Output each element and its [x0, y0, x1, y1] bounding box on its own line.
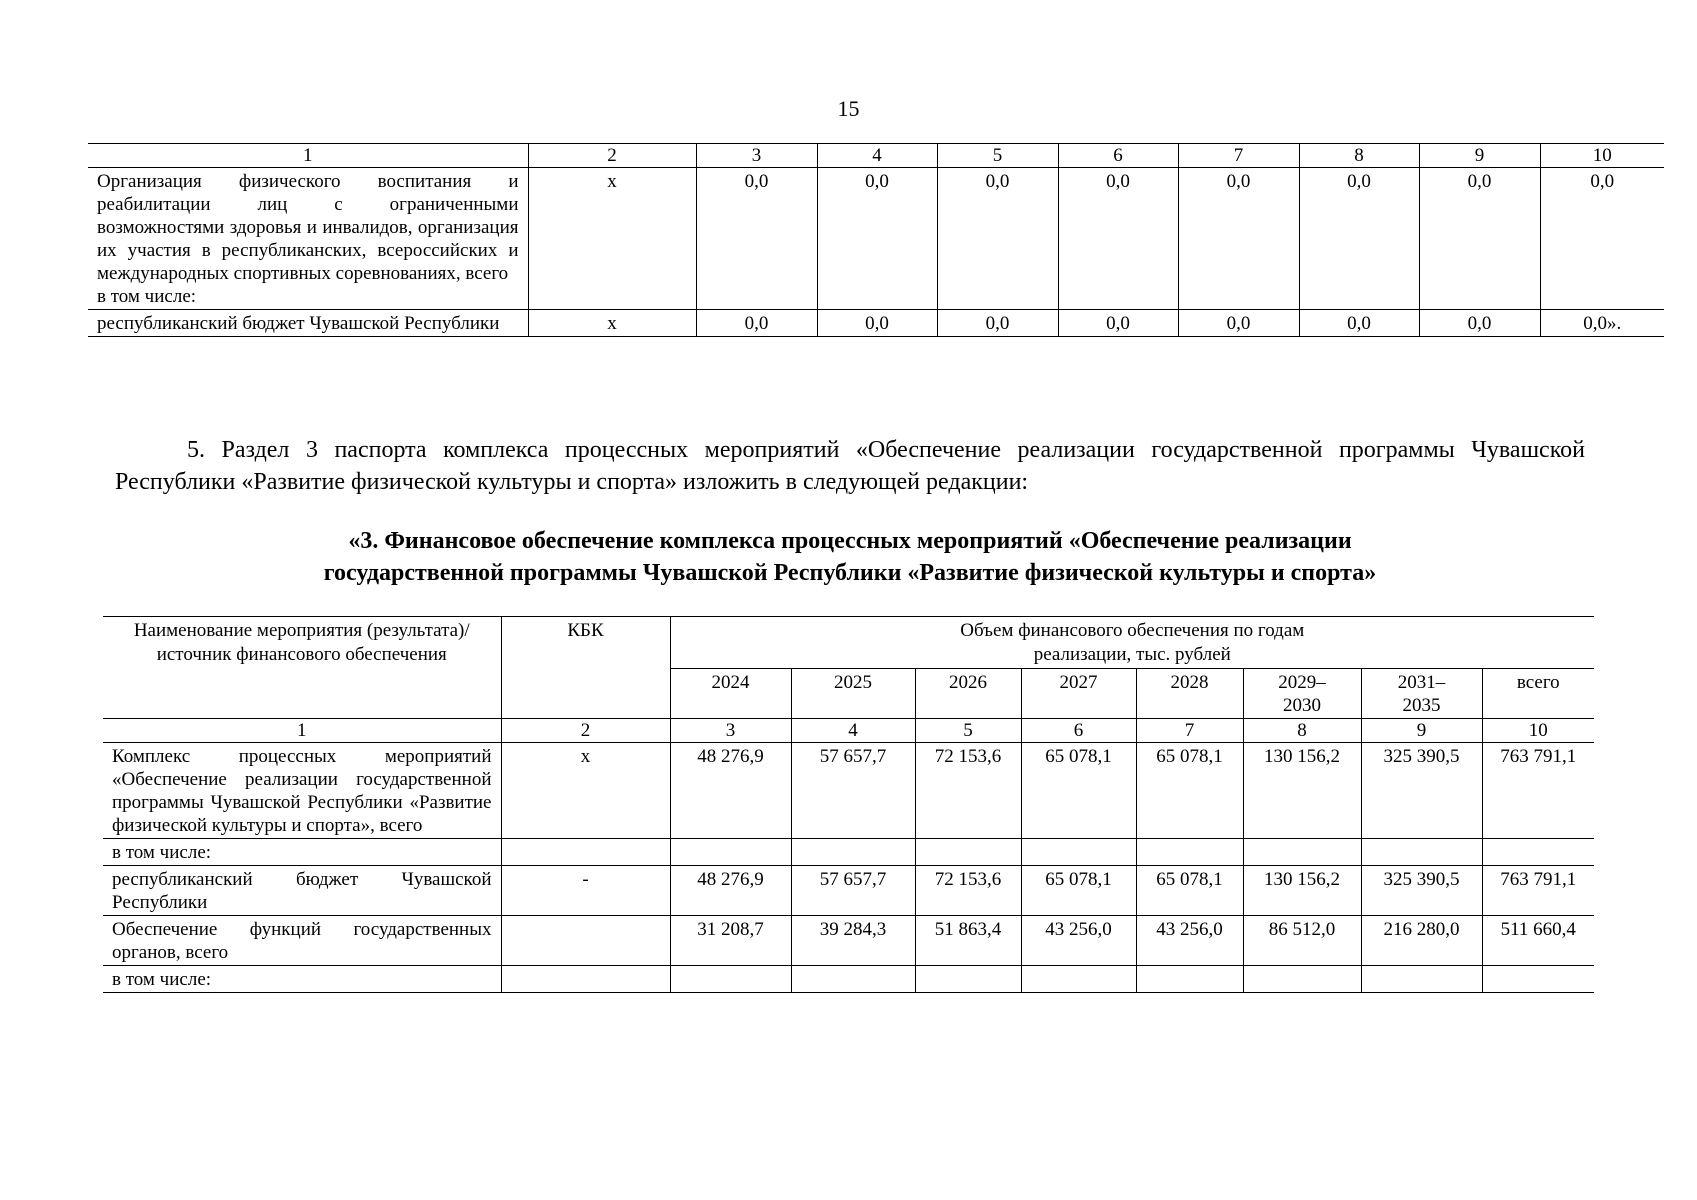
value-cell: [791, 839, 915, 866]
column-number: 5: [915, 719, 1021, 743]
value-cell: [1243, 966, 1361, 993]
value-cell: 0,0: [1178, 168, 1299, 310]
column-number: 2: [501, 719, 670, 743]
kbk-cell: [501, 916, 670, 966]
column-number-row: [103, 719, 1594, 743]
value-cell: [1361, 839, 1482, 866]
value-cell: 0,0: [1540, 168, 1664, 310]
value-cell: 57 657,7: [791, 866, 915, 916]
value-cell: [1021, 966, 1136, 993]
row-name-cell: Обеспечение функций государственных органов, всего: [103, 916, 501, 966]
value-cell: 48 276,9: [670, 866, 791, 916]
value-cell: 0,0: [1419, 168, 1540, 310]
value-cell: 65 078,1: [1136, 866, 1243, 916]
table-row: [88, 168, 1664, 310]
column-number: 8: [1299, 144, 1419, 168]
value-cell: 0,0: [817, 310, 937, 337]
table-row: [88, 310, 1664, 337]
value-cell: [670, 966, 791, 993]
value-cell: 763 791,1: [1482, 743, 1594, 839]
column-number: 6: [1021, 719, 1136, 743]
amendment-paragraph: 5. Раздел 3 паспорта комплекса процессных мероприятий «Обеспечение реализации государственной программы Чувашской Республики «Развитие физической культуры и спорта» изложить в следующей редакции:: [115, 437, 1585, 495]
value-cell: [915, 966, 1021, 993]
column-number: 10: [1482, 719, 1594, 743]
page-number: 15: [837, 96, 860, 121]
value-cell: 86 512,0: [1243, 916, 1361, 966]
row-name-cell: республиканский бюджет Чувашской Республики: [88, 310, 528, 337]
row-name-cell: республиканский бюджет Чувашской Республики: [103, 866, 501, 916]
value-cell: 65 078,1: [1021, 743, 1136, 839]
value-cell: 0,0: [817, 168, 937, 310]
value-cell: [670, 839, 791, 866]
kbk-cell: [501, 966, 670, 993]
value-cell: 0,0: [1058, 168, 1178, 310]
column-number: 10: [1540, 144, 1664, 168]
value-cell: 57 657,7: [791, 743, 915, 839]
value-cell: 216 280,0: [1361, 916, 1482, 966]
column-number: 1: [103, 719, 501, 743]
column-number: 6: [1058, 144, 1178, 168]
kbk-cell: x: [501, 743, 670, 839]
section-heading: [100, 525, 1600, 589]
header-year: 2031–2035: [1361, 669, 1482, 719]
financing-table: [103, 616, 1594, 993]
value-cell: 43 256,0: [1136, 916, 1243, 966]
value-cell: 0,0: [1299, 310, 1419, 337]
table-row: [103, 743, 1594, 839]
header-year: 2027: [1021, 669, 1136, 719]
value-cell: [1021, 839, 1136, 866]
value-cell: 325 390,5: [1361, 743, 1482, 839]
continuation-table: [88, 143, 1664, 337]
header-volume: Объем финансового обеспечения по годам реализации, тыс. рублей: [670, 617, 1594, 669]
heading-line: «3. Финансовое обеспечение комплекса процессных мероприятий «Обеспечение реализации: [348, 528, 1352, 554]
row-name-cell: в том числе:: [103, 839, 501, 866]
table-row: [103, 966, 1594, 993]
table-row: [103, 866, 1594, 916]
column-number: 9: [1419, 144, 1540, 168]
header-year: 2029–2030: [1243, 669, 1361, 719]
header-year: всего: [1482, 669, 1594, 719]
column-number: 7: [1136, 719, 1243, 743]
value-cell: 65 078,1: [1021, 866, 1136, 916]
column-number: 4: [791, 719, 915, 743]
value-cell: 0,0».: [1540, 310, 1664, 337]
column-number: 5: [937, 144, 1058, 168]
column-number: 3: [696, 144, 817, 168]
value-cell: 0,0: [696, 310, 817, 337]
kbk-cell: -: [501, 866, 670, 916]
column-number: 8: [1243, 719, 1361, 743]
header-year: 2026: [915, 669, 1021, 719]
header-year: 2028: [1136, 669, 1243, 719]
column-number: 1: [88, 144, 528, 168]
value-cell: [915, 839, 1021, 866]
row-name: Организация физического воспитания и реабилитации лиц с ограниченными возможностями здоровья и инвалидов, организация их участия в республиканских, всероссийских и международных спортивных соревнованиях, всего: [97, 171, 519, 284]
value-cell: 0,0: [696, 168, 817, 310]
value-cell: [1482, 839, 1594, 866]
value-cell: 511 660,4: [1482, 916, 1594, 966]
column-number-row: [88, 144, 1664, 168]
kbk-cell: [501, 839, 670, 866]
value-cell: 43 256,0: [1021, 916, 1136, 966]
value-cell: [1136, 839, 1243, 866]
column-number: 3: [670, 719, 791, 743]
value-cell: 0,0: [937, 310, 1058, 337]
table-row: [103, 916, 1594, 966]
value-cell: 72 153,6: [915, 743, 1021, 839]
kbk-cell: x: [528, 310, 696, 337]
column-number: 7: [1178, 144, 1299, 168]
kbk-cell: x: [528, 168, 696, 310]
value-cell: 72 153,6: [915, 866, 1021, 916]
value-cell: 325 390,5: [1361, 866, 1482, 916]
row-name-cell: [88, 168, 528, 310]
value-cell: 130 156,2: [1243, 866, 1361, 916]
header-row: [103, 617, 1594, 669]
value-cell: [1361, 966, 1482, 993]
column-number: 9: [1361, 719, 1482, 743]
value-cell: 763 791,1: [1482, 866, 1594, 916]
value-cell: 0,0: [1419, 310, 1540, 337]
header-name: Наименование мероприятия (результата)/источник финансового обеспечения: [103, 617, 501, 719]
header-year: 2024: [670, 669, 791, 719]
table-row: [103, 839, 1594, 866]
value-cell: [791, 966, 915, 993]
value-cell: 48 276,9: [670, 743, 791, 839]
value-cell: 130 156,2: [1243, 743, 1361, 839]
value-cell: 51 863,4: [915, 916, 1021, 966]
heading-line: государственной программы Чувашской Республики «Развитие физической культуры и спорта»: [323, 560, 1377, 586]
row-name-cell: Комплекс процессных мероприятий «Обеспечение реализации государственной программы Чувашской Республики «Развитие физической культуры и спорта», всего: [103, 743, 501, 839]
value-cell: 31 208,7: [670, 916, 791, 966]
value-cell: [1482, 966, 1594, 993]
value-cell: 0,0: [1058, 310, 1178, 337]
value-cell: 0,0: [937, 168, 1058, 310]
value-cell: [1136, 966, 1243, 993]
value-cell: 0,0: [1299, 168, 1419, 310]
header-year: 2025: [791, 669, 915, 719]
column-number: 4: [817, 144, 937, 168]
value-cell: 65 078,1: [1136, 743, 1243, 839]
header-kbk: КБК: [501, 617, 670, 719]
row-name-cell: в том числе:: [103, 966, 501, 993]
column-number: 2: [528, 144, 696, 168]
value-cell: 0,0: [1178, 310, 1299, 337]
value-cell: [1243, 839, 1361, 866]
value-cell: 39 284,3: [791, 916, 915, 966]
row-subtitle: в том числе:: [97, 286, 197, 307]
